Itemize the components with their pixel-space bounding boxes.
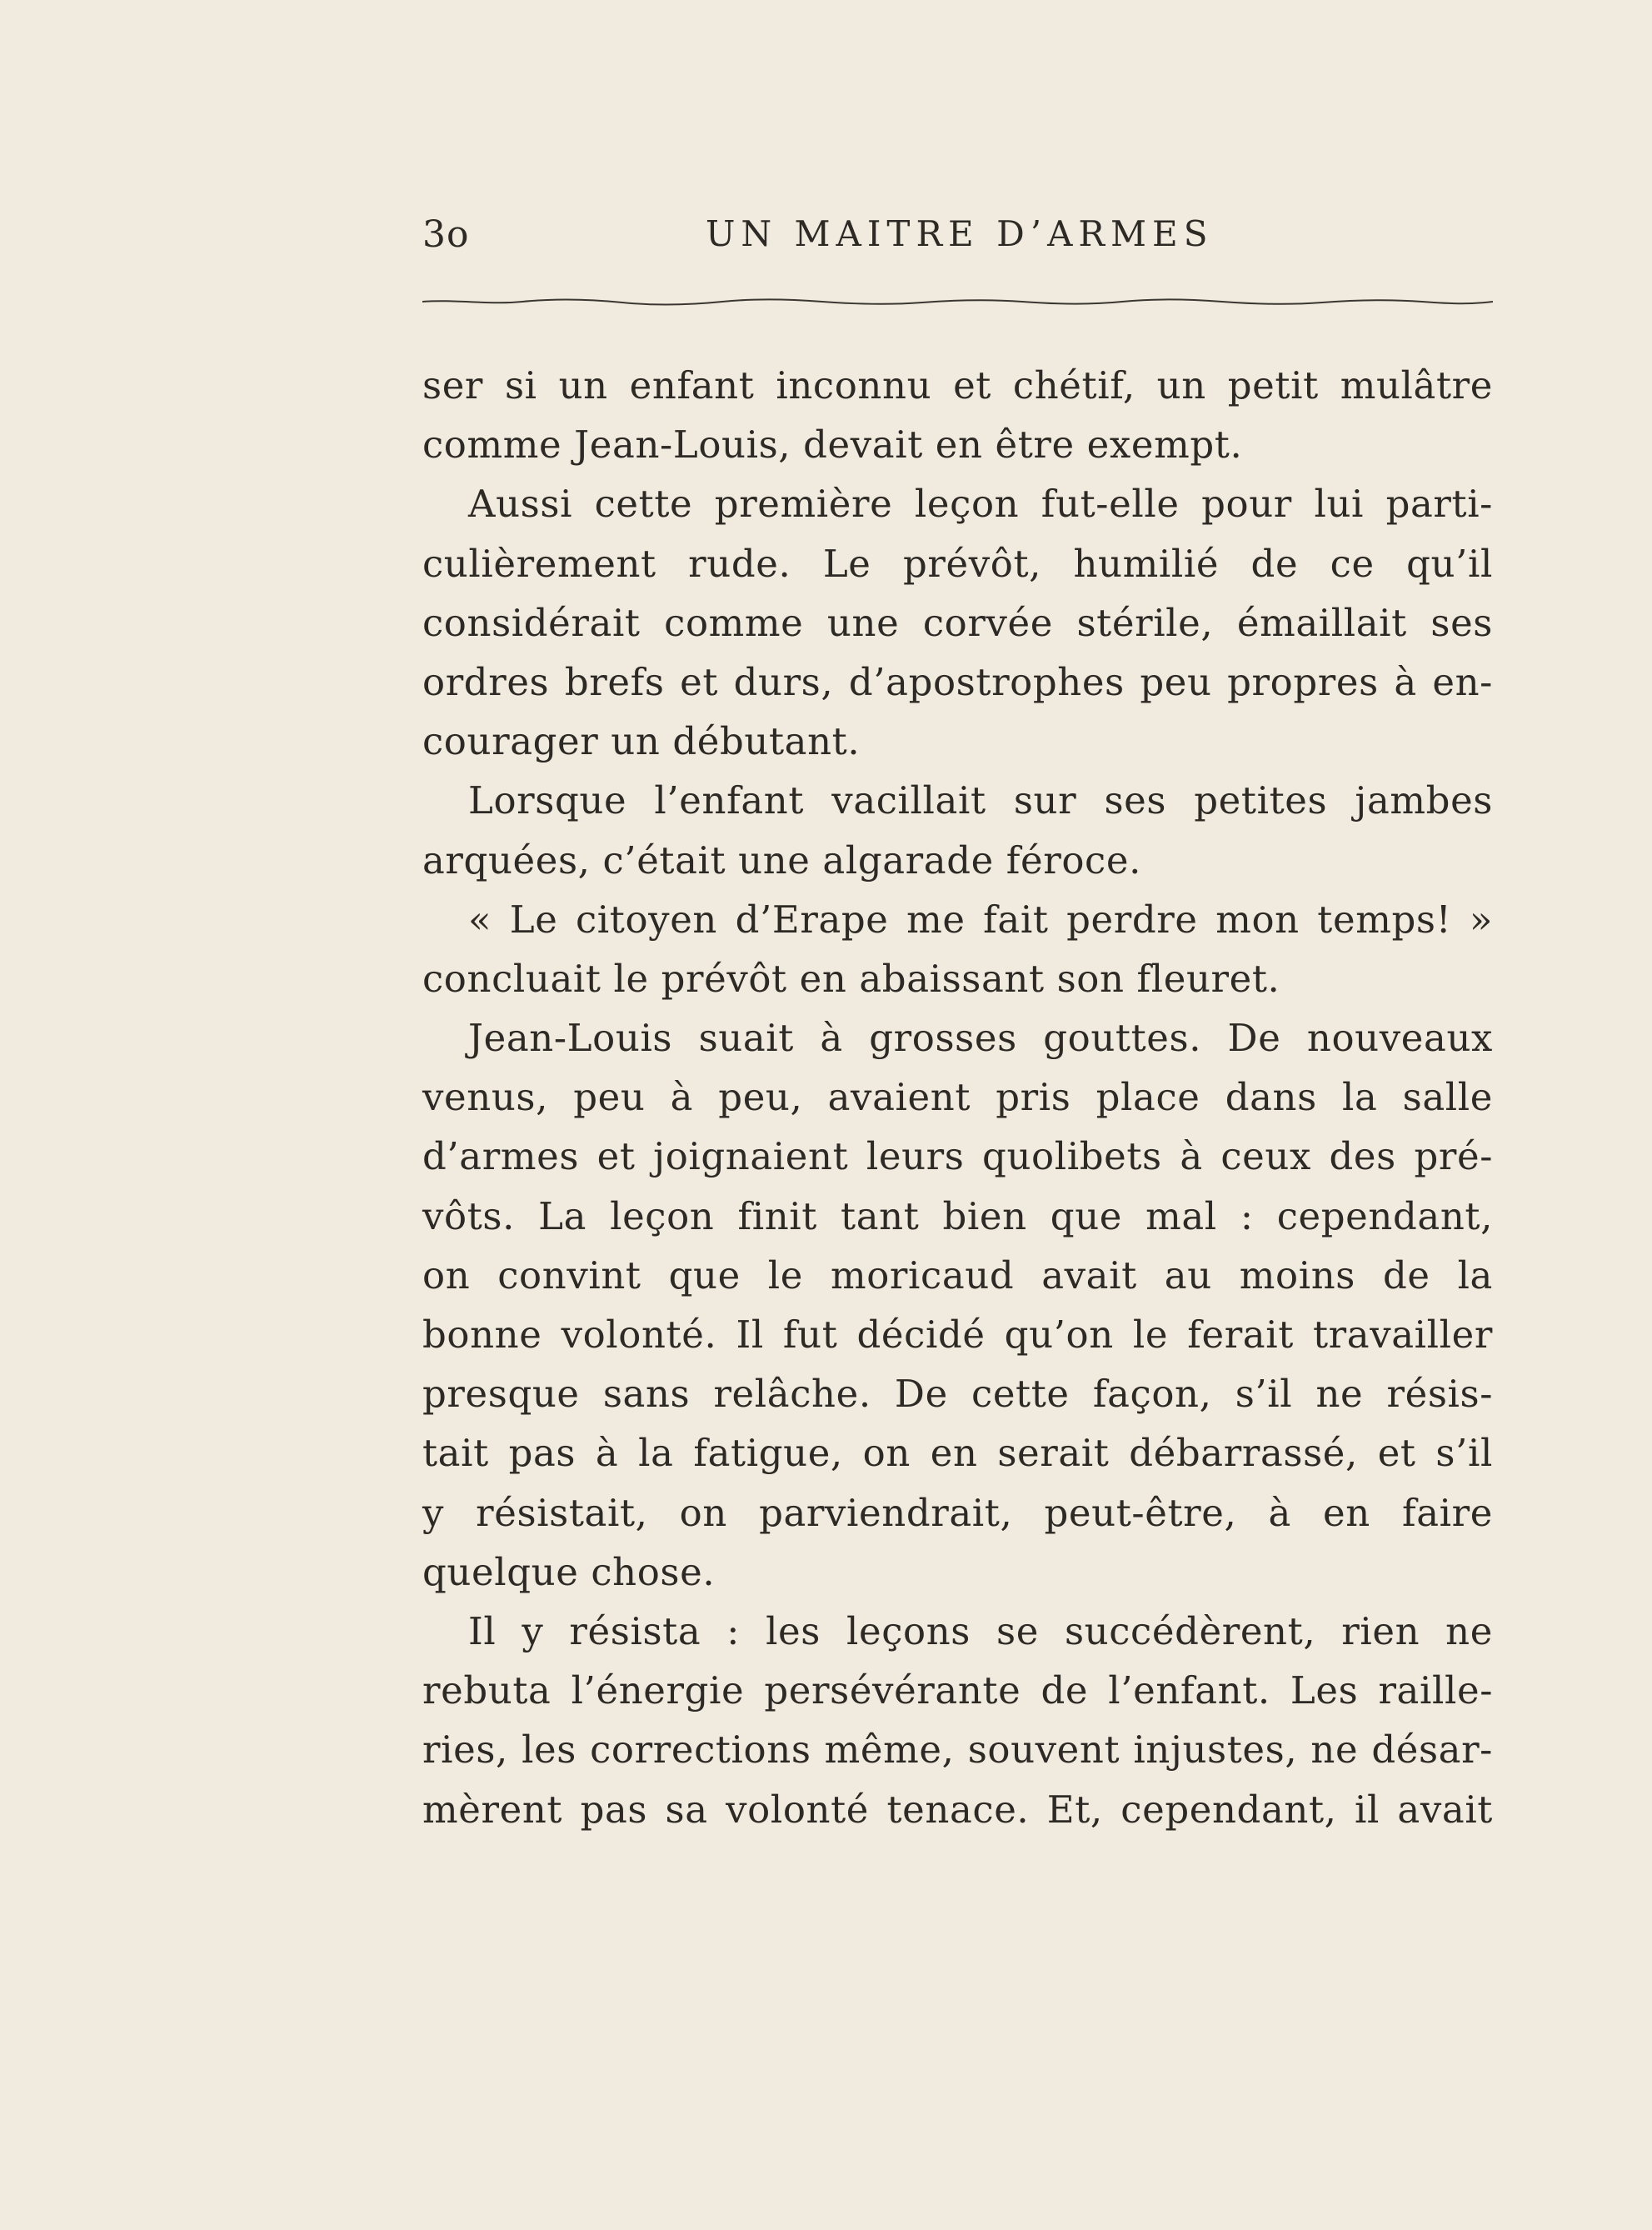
text-line: quelque chose.	[422, 1549, 716, 1594]
text-line: comme Jean-Louis, devait en être exempt.	[422, 422, 1243, 468]
text-line: « Le citoyen d’Erape me fait perdre mon temps! »	[468, 897, 1493, 942]
page-number: 3o	[422, 213, 470, 256]
text-line: arquées, c’était une algarade féroce.	[422, 838, 1141, 882]
text-line: ries, les corrections même, souvent injustes, ne désar-	[422, 1728, 1493, 1772]
text-line: Jean-Louis suait à grosses gouttes. De nouveaux	[468, 1016, 1493, 1061]
text-line: venus, peu à peu, avaient pris place dans la salle	[422, 1075, 1493, 1120]
text-line: ordres brefs et durs, d’apostrophes peu propres à en-	[422, 659, 1493, 704]
text-line: ser si un enfant inconnu et chétif, un petit mulâtre	[422, 363, 1493, 408]
text-line: Aussi cette première leçon fut-elle pour lui parti-	[468, 482, 1493, 527]
text-line: rebuta l’énergie persévérante de l’enfant. Les raille-	[422, 1668, 1493, 1713]
body-text	[422, 356, 1493, 1839]
text-line: presque sans relâche. De cette façon, s’il ne résis-	[422, 1372, 1493, 1417]
text-line: mèrent pas sa volonté tenace. Et, cependant, il avait	[422, 1787, 1493, 1832]
text-line: considérait comme une corvée stérile, émaillait ses	[422, 600, 1493, 645]
text-line: d’armes et joignaient leurs quolibets à ceux des pré-	[422, 1134, 1493, 1179]
text-line: Lorsque l’enfant vacillait sur ses petites jambes	[468, 778, 1493, 823]
text-line: vôts. La leçon finit tant bien que mal : cependant,	[422, 1193, 1493, 1238]
running-title: UN MAITRE D’ARMES	[706, 213, 1214, 254]
text-line: bonne volonté. Il fut décidé qu’on le ferait travailler	[422, 1312, 1493, 1357]
text-line: concluait le prévôt en abaissant son fleuret.	[422, 956, 1280, 1001]
header-rule	[422, 298, 1493, 307]
text-line: on convint que le moricaud avait au moins de la	[422, 1252, 1493, 1298]
page-header	[422, 213, 1493, 263]
text-line: tait pas à la fatigue, on en serait débarrassé, et s’il	[422, 1431, 1493, 1476]
text-line: Il y résista : les leçons se succédèrent, rien ne	[468, 1608, 1493, 1653]
text-line: y résistait, on parviendrait, peut-être, à en faire	[422, 1490, 1493, 1535]
text-line: courager un débutant.	[422, 719, 861, 764]
text-line: culièrement rude. Le prévôt, humilié de ce qu’il	[422, 541, 1493, 586]
